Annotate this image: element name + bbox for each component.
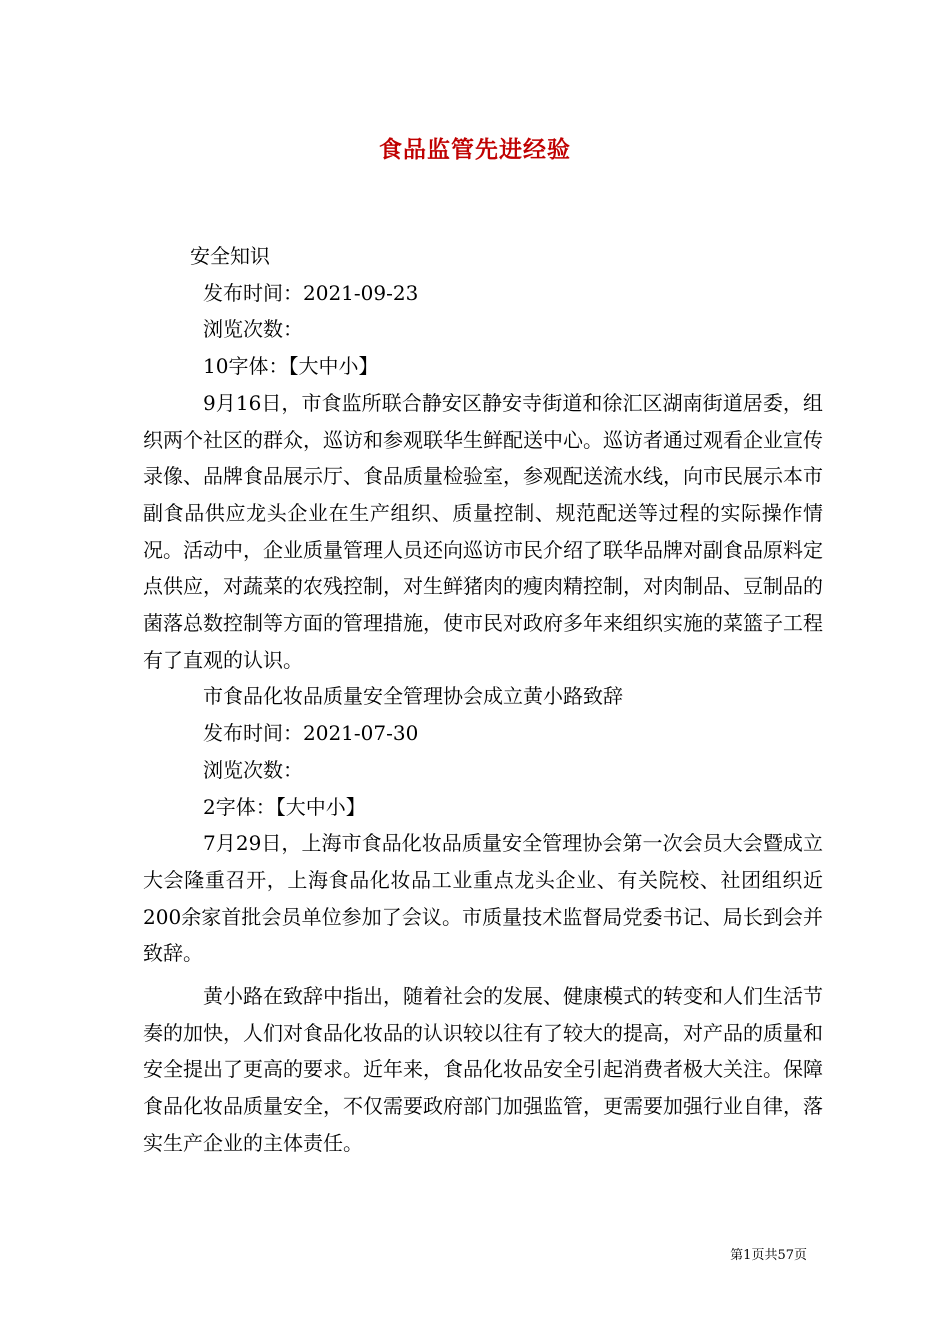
document-body — [143, 238, 823, 1162]
article1-views: 浏览次数： — [203, 317, 303, 342]
article2-publish-time: 发布时间：2021-07-30 — [203, 721, 419, 746]
article2-views: 浏览次数： — [203, 757, 303, 782]
page-number: 第1页共57页 — [730, 1248, 807, 1263]
article2-heading: 市食品化妆品质量安全管理协会成立黄小路致辞 — [203, 684, 623, 709]
article1-font-size: 10字体：【大中小】 — [203, 354, 379, 379]
article2-paragraph-1: 7月29日，上海市食品化妆品质量安全管理协会第一次会员大会暨成立大会隆重召开，上海食品化妆品工业重点龙头企业、有关院校、社团组织近200余家首批会员单位参加了会议。市质量技术监督局党委书记、局长到会并致辞。 — [143, 831, 823, 966]
article1-paragraph: 9月16日，市食监所联合静安区静安寺街道和徐汇区湖南街道居委，组织两个社区的群众，巡访和参观联华生鲜配送中心。巡访者通过观看企业宣传录像、品牌食品展示厅、食品质量检验室，参观配送流水线，向市民展示本市副食品供应龙头企业在生产组织、质量控制、规范配送等过程的实际操作情况。活动中，企业质量管理人员还向巡访市民介绍了联华品牌对副食品原料定点供应，对蔬菜的农残控制，对生鲜猪肉的瘦肉精控制，对肉制品、豆制品的菌落总数控制等方面的管理措施，使市民对政府多年来组织实施的菜篮子工程有了直观的认识。 — [143, 390, 823, 672]
article1-publish-time: 发布时间：2021-09-23 — [203, 280, 419, 305]
document-title: 食品监管先进经验 — [379, 137, 571, 163]
article2-paragraph-2: 黄小路在致辞中指出，随着社会的发展、健康模式的转变和人们生活节奏的加快，人们对食品化妆品的认识较以往有了较大的提高，对产品的质量和安全提出了更高的要求。近年来，食品化妆品安全引起消费者极大关注。保障食品化妆品质量安全，不仅需要政府部门加强监管，更需要加强行业自律，落实生产企业的主体责任。 — [143, 984, 823, 1155]
section-label: 安全知识 — [190, 244, 270, 268]
article2-font-size: 2字体：【大中小】 — [203, 794, 366, 819]
